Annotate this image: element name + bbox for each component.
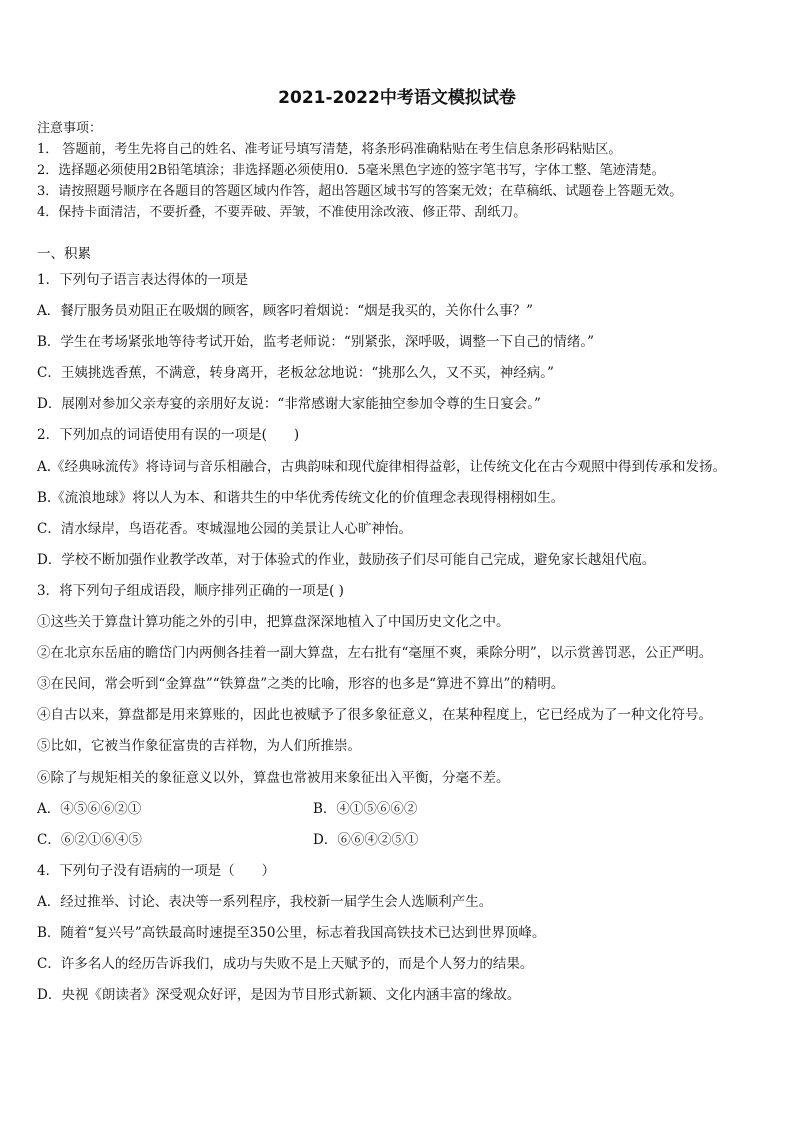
question-2-option-a: A.《经典咏流传》将诗词与音乐相融合，古典韵味和现代旋律相得益彰，让传统文化在古今观照中得到传承和发扬。	[37, 458, 727, 475]
question-4-option-b: B．随着“复兴号”高铁最高时速提至350公里，标志着我国高铁技术已达到世界顶峰。	[37, 924, 546, 941]
notice-item: 2．选择题必须使用2B铅笔填涂；非选择题必须使用0．5毫米黑色字迹的签字笔书写，字体工整、笔迹清楚。	[37, 163, 665, 178]
question-2-option-c: C．清水绿岸，鸟语花香。枣城湿地公园的美景让人心旷神怡。	[37, 520, 412, 537]
question-3-stem: 3．将下列句子组成语段，顺序排列正确的一项是( )	[37, 582, 344, 599]
question-1-option-a: A．餐厅服务员劝阻正在吸烟的顾客，顾客叼着烟说：“烟是我买的，关你什么事？”	[37, 303, 534, 320]
question-1-option-b: B．学生在考场紧张地等待考试开始，监考老师说：“别紧张，深呼吸，调整一下自己的情绪。”	[37, 334, 594, 351]
question-4-option-c: C．许多名人的经历告诉我们，成功与失败不是上天赋予的，而是个人努力的结果。	[37, 956, 534, 973]
question-3-option-b: B．④①⑤⑥⑥②	[313, 800, 418, 817]
question-3-option-a: A．④⑤⑥⑥②①	[37, 800, 142, 817]
page-title: 2021-2022中考语文模拟试卷	[278, 88, 516, 108]
question-3-option-d: D．⑥⑥④②⑤①	[313, 831, 419, 848]
section-heading: 一、积累	[37, 246, 91, 262]
question-3-sentence-4: ④自古以来，算盘都是用来算账的，因此也被赋予了很多象征意义，在某种程度上，它已经成为了一种文化符号。	[37, 707, 712, 724]
notice-item: 1． 答题前，考生先将自己的姓名、准考证号填写清楚，将条形码准确粘贴在考生信息条形码粘贴区。	[37, 142, 622, 157]
question-2-option-b: B.《流浪地球》将以人为本、和谐共生的中华优秀传统文化的价值理念表现得栩栩如生。	[37, 489, 565, 506]
question-1-option-c: C．王姨挑选香蕉，不满意，转身离开，老板忿忿地说：“挑那么久，又不买，神经病。”	[37, 365, 554, 382]
question-4-option-d: D．央视《朗读者》深受观众好评，是因为节目形式新颖、文化内涵丰富的缘故。	[37, 987, 521, 1004]
question-2-stem: 2．下列加点的词语使用有误的一项是( )	[37, 427, 300, 444]
notice-item: 4．保持卡面清洁，不要折叠，不要弄破、弄皱，不准使用涂改液、修正带、刮纸刀。	[37, 205, 527, 220]
question-2-option-d: D．学校不断加强作业教学改革，对于体验式的作业，鼓励孩子们尽可能自己完成，避免家长越俎代庖。	[37, 551, 656, 568]
question-3-options-row-2	[37, 825, 767, 856]
question-1-stem: 1．下列句子语言表达得体的一项是	[37, 272, 249, 288]
question-3-options-row-1	[37, 794, 767, 825]
notice-item: 3．请按照题号顺序在各题目的答题区域内作答，超出答题区域书写的答案无效；在草稿纸、试题卷上答题无效。	[37, 184, 683, 199]
question-3-sentence-5: ⑤比如，它被当作象征富贵的吉祥物，为人们所推崇。	[37, 738, 361, 755]
question-4-stem: 4．下列句子没有语病的一项是（ ）	[37, 862, 276, 879]
question-list	[37, 265, 767, 1011]
question-3-sentence-2: ②在北京东岳庙的瞻岱门内两侧各挂着一副大算盘，左右批有“毫厘不爽，乘除分明”，以示赏善罚恶，公正严明。	[37, 645, 713, 662]
question-3-sentence-1: ①这些关于算盘计算功能之外的引申，把算盘深深地植入了中国历史文化之中。	[37, 614, 510, 631]
question-4-option-a: A．经过推举、讨论、表决等一系列程序，我校新一届学生会人选顺利产生。	[37, 893, 493, 910]
question-3-option-c: C．⑥②①⑥④⑤	[37, 831, 142, 848]
question-3-sentence-3: ③在民间，常会听到“金算盘”“铁算盘”之类的比喻，形容的也多是“算进不算出”的精明。	[37, 676, 565, 693]
notice-block	[37, 118, 767, 223]
question-1-option-d: D．展刚对参加父亲寿宴的亲朋好友说：“非常感谢大家能抽空参加令尊的生日宴会。”	[37, 396, 541, 413]
question-3-sentence-6: ⑥除了与规矩相关的象征意义以外，算盘也常被用来象征出入平衡，分毫不差。	[37, 769, 510, 786]
notice-heading: 注意事项：	[37, 121, 103, 136]
